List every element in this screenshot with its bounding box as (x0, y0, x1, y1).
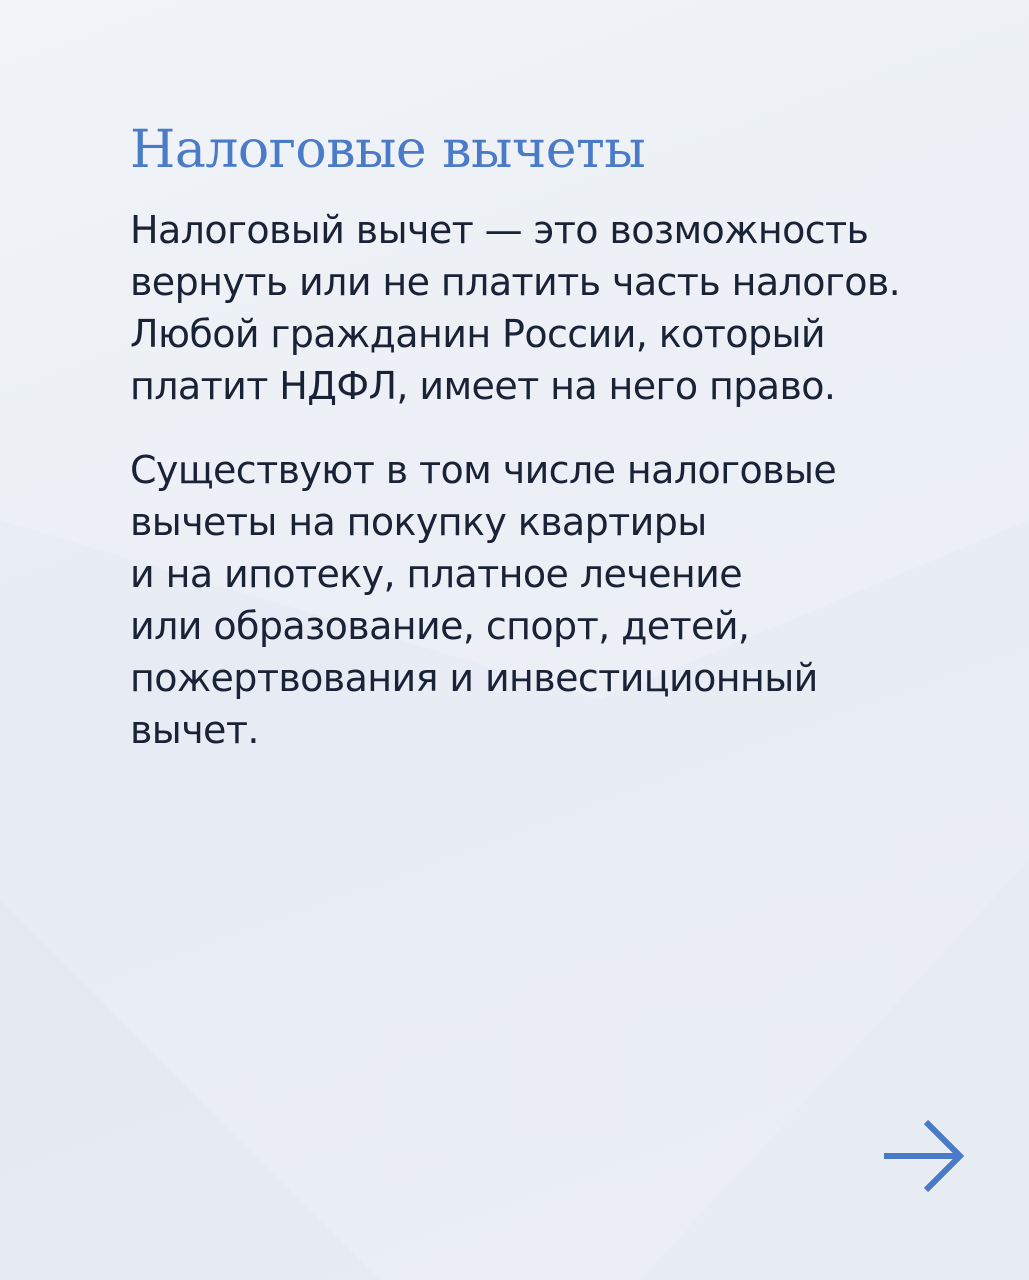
paragraph-line: вычет. (130, 708, 259, 752)
arrow-right-icon (882, 1116, 968, 1196)
paragraph-line: Существуют в том числе налоговые (130, 448, 837, 492)
next-slide-button[interactable] (882, 1116, 968, 1196)
slide-content (130, 118, 950, 756)
paragraph-line: и на ипотеку, платное лечение (130, 552, 743, 596)
paragraph-types (130, 444, 950, 756)
paragraph-line: вернуть или не платить часть налогов. (130, 260, 901, 304)
paragraph-line: пожертвования и инвестиционный (130, 656, 818, 700)
paragraph-definition (130, 204, 950, 412)
paragraph-line: Налоговый вычет — это возможность (130, 208, 869, 252)
page-title: Налоговые вычеты (130, 120, 646, 180)
paragraph-line: или образование, спорт, детей, (130, 604, 750, 648)
paragraph-line: вычеты на покупку квартиры (130, 500, 707, 544)
paragraph-line: Любой гражданин России, который (130, 312, 825, 356)
paragraph-line: платит НДФЛ, имеет на него право. (130, 364, 836, 408)
